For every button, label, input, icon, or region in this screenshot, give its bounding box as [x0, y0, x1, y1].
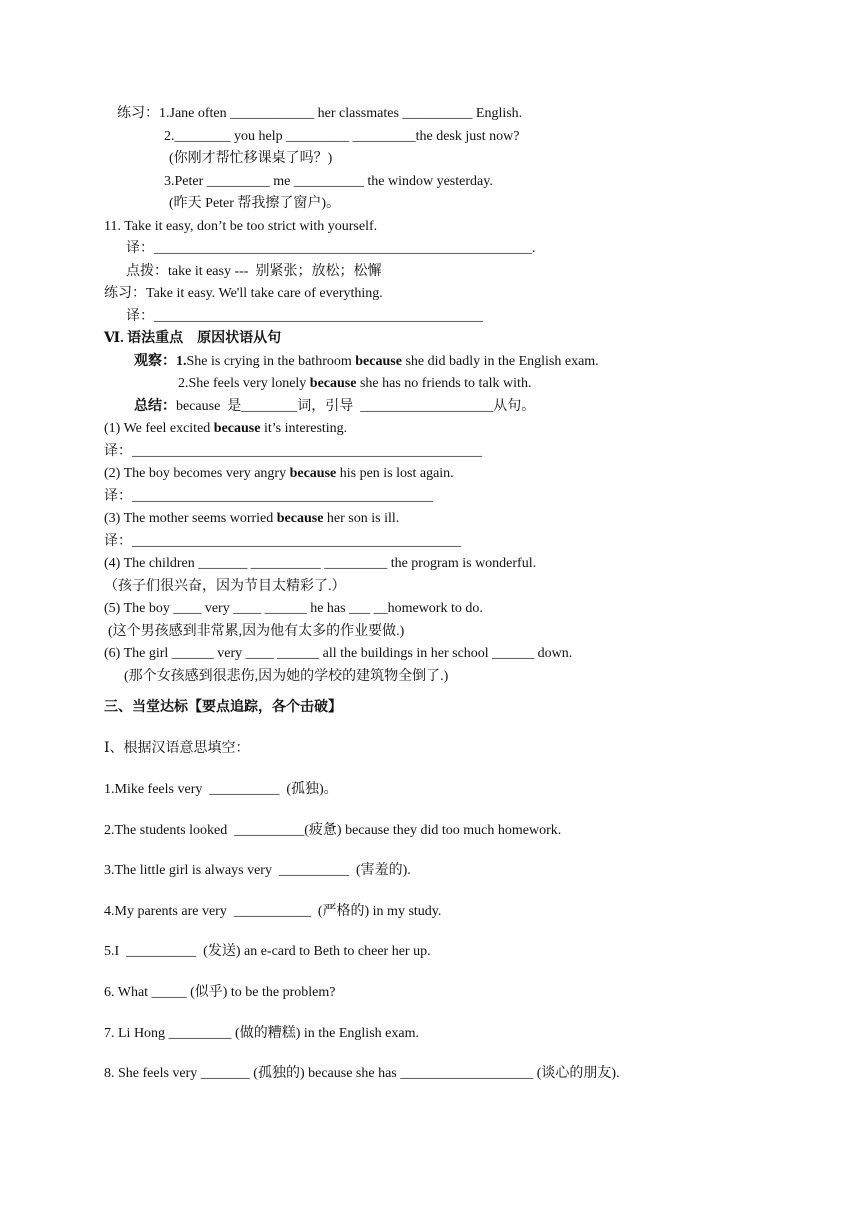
- fill-question-7: 7. Li Hong _________ (做的糟糕) in the English exam.: [104, 1026, 419, 1041]
- fill-question-8: 8. She feels very _______ (孤独的) because she has ___________________ (谈心的朋友).: [104, 1066, 620, 1081]
- summary-text: because 是________词，引导 ___________________从句。: [176, 399, 536, 414]
- exercise-1: [104, 420, 347, 438]
- exercise-3-b: her son is ill.: [323, 511, 400, 526]
- exercise-1-b: it’s interesting.: [260, 421, 348, 436]
- exercise-1-keyword: because: [213, 421, 261, 436]
- exercise-2-translate: 译：___________________________________________: [104, 489, 433, 504]
- exercise-3-keyword: because: [276, 511, 324, 526]
- practice-line-2: 2.________ you help _________ _________the desk just now?: [164, 129, 520, 144]
- exercise-6: (6) The girl ______ very ____ ______ all the buildings in her school ______ down.: [104, 646, 573, 661]
- exercise-4: (4) The children _______ __________ _________ the program is wonderful.: [104, 556, 537, 571]
- practice-line-3: 3.Peter _________ me __________ the window yesterday.: [164, 174, 493, 189]
- item-11-translate: 译：______________________________________________________.: [126, 241, 536, 256]
- practice-line-3-translation: (昨天 Peter 帮我擦了窗户)。: [169, 196, 341, 211]
- exercise-2-keyword: because: [289, 466, 337, 481]
- fill-question-6: 6. What _____ (似乎) to be the problem?: [104, 985, 336, 1000]
- exercise-2-b: his pen is lost again.: [336, 466, 454, 481]
- fill-question-3: 3.The little girl is always very __________ (害羞的).: [104, 863, 411, 878]
- observe-ex2-a: 2.She feels very lonely: [178, 376, 310, 391]
- exercise-6-translation: (那个女孩感到很悲伤,因为她的学校的建筑物全倒了.): [124, 669, 449, 684]
- exercise-3-a: (3) The mother seems worried: [104, 511, 277, 526]
- exercise-2: [104, 465, 454, 483]
- observe-example-2: [178, 375, 531, 393]
- item-11-practice-translate: 译：_______________________________________________: [126, 309, 483, 324]
- exercise-5: (5) The boy ____ very ____ ______ he has ___ __homework to do.: [104, 601, 483, 616]
- exercise-1-translate: 译：__________________________________________________: [104, 444, 482, 459]
- observe-ex2-b: she has no friends to talk with.: [356, 376, 532, 391]
- observe-ex1-num: 1.: [176, 354, 187, 369]
- observe-label: 观察：: [134, 354, 176, 369]
- fill-question-4: 4.My parents are very ___________ (严格的) in my study.: [104, 904, 442, 919]
- section-3-part-1: Ⅰ、根据汉语意思填空：: [104, 741, 250, 756]
- exercise-3-translate: 译：_______________________________________________: [104, 534, 461, 549]
- observe-example-1: [134, 353, 599, 371]
- fill-question-5: 5.I __________ (发送) an e-card to Beth to cheer her up.: [104, 944, 431, 959]
- summary-line: [134, 398, 535, 416]
- exercise-1-a: (1) We feel excited: [104, 421, 214, 436]
- exercise-2-a: (2) The boy becomes very angry: [104, 466, 290, 481]
- observe-ex1-b: she did badly in the English exam.: [401, 354, 599, 369]
- fill-question-1: 1.Mike feels very __________ (孤独)。: [104, 782, 338, 797]
- observe-ex1-keyword: because: [355, 354, 402, 369]
- fill-question-2: 2.The students looked __________(疲惫) because they did too much homework.: [104, 823, 562, 838]
- item-11-practice: 练习：Take it easy. We'll take care of everything.: [104, 286, 383, 301]
- item-11-tip: 点拨：take it easy --- 别紧张；放松；松懈: [126, 264, 382, 279]
- practice-line-1: 练习：1.Jane often ____________ her classmates __________ English.: [117, 106, 523, 121]
- observe-ex1-a: She is crying in the bathroom: [186, 354, 356, 369]
- item-11-title: 11. Take it easy, don’t be too strict with yourself.: [104, 219, 378, 234]
- exercise-5-translation: (这个男孩感到非常累,因为他有太多的作业要做.): [108, 624, 405, 639]
- exercise-3: [104, 510, 399, 528]
- observe-ex2-keyword: because: [309, 376, 357, 391]
- practice-line-2-translation: (你刚才帮忙移课桌了吗？): [169, 151, 333, 166]
- exercise-4-translation: （孩子们很兴奋，因为节目太精彩了.）: [104, 579, 346, 594]
- grammar-heading: Ⅵ. 语法重点 原因状语从句: [104, 331, 282, 346]
- summary-label: 总结：: [134, 399, 176, 414]
- section-3-heading: 三、当堂达标【要点追踪，各个击破】: [104, 700, 342, 715]
